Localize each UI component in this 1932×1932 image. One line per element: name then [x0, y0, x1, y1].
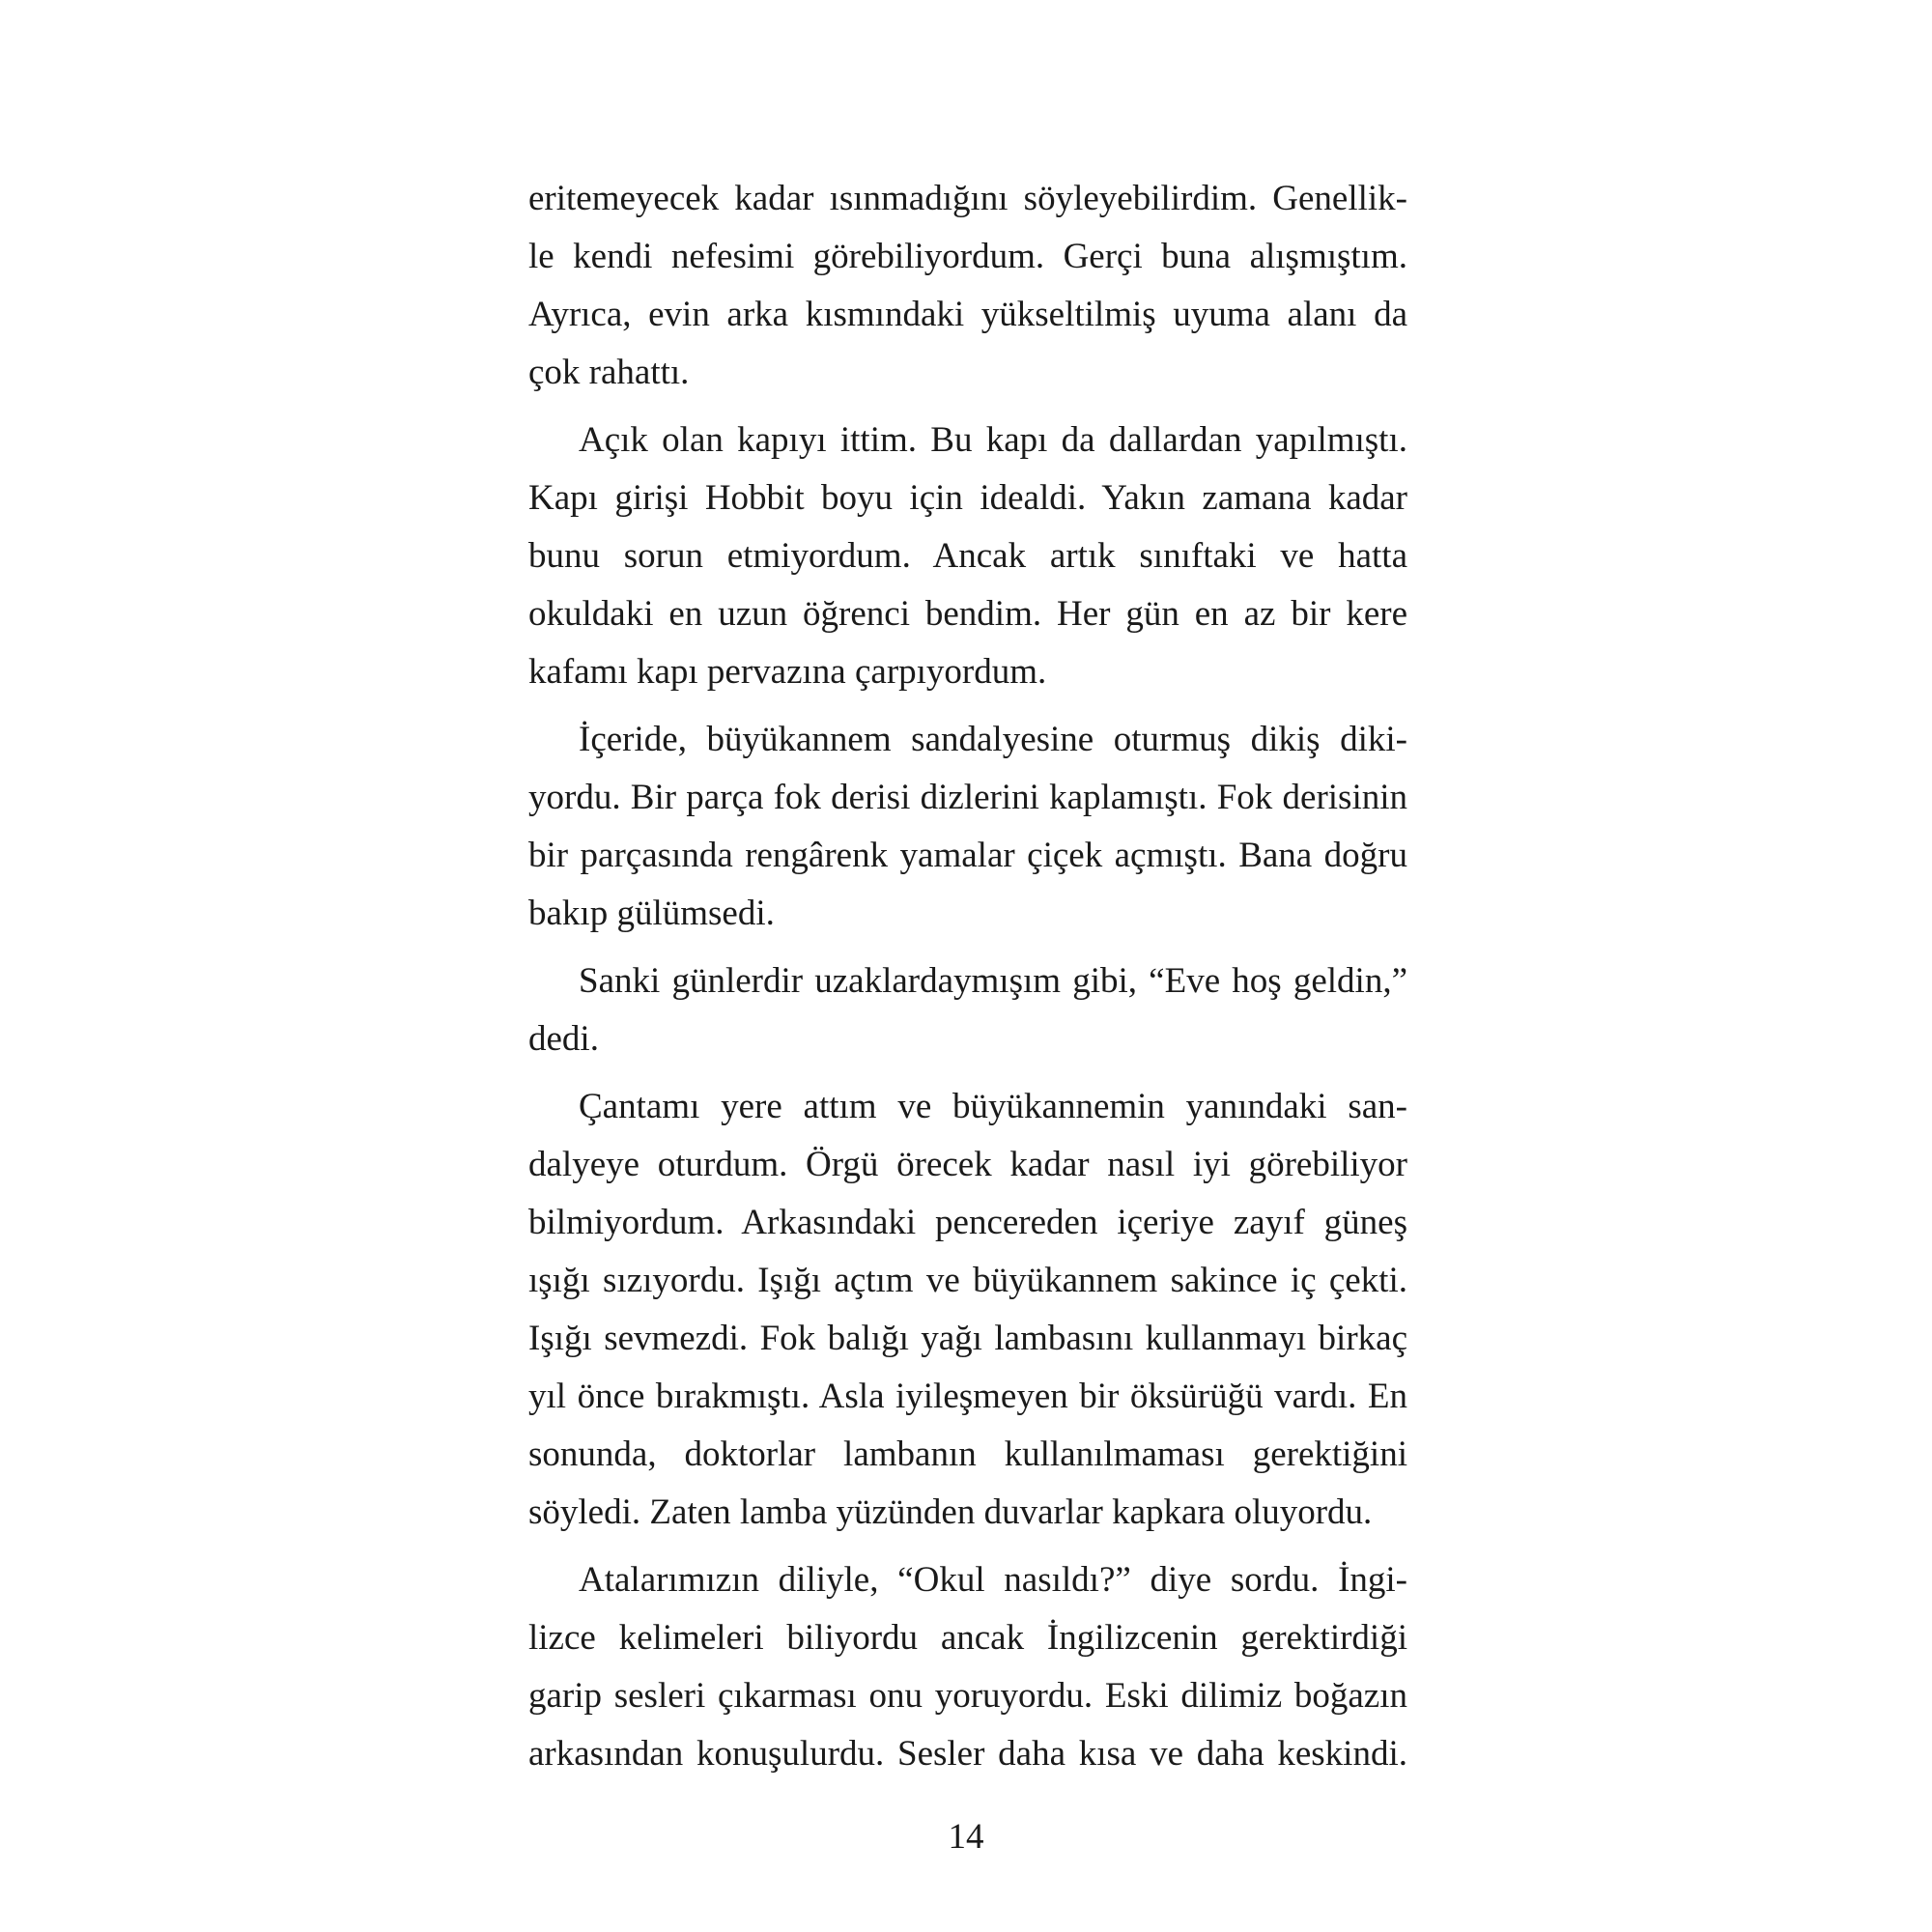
text-line: çok rahattı.: [528, 353, 690, 392]
text-line: Kapı girişi Hobbit boyu için idealdi. Yakın zamana kadar: [528, 478, 1407, 518]
paragraph-5: [528, 1078, 1407, 1542]
text-line: Sanki günlerdir uzaklardaymışım gibi, “Eve hoş geldin,”: [579, 961, 1407, 1001]
text-line: söyledi. Zaten lamba yüzünden duvarlar kapkara oluyordu.: [528, 1492, 1373, 1532]
paragraph-4: [528, 952, 1407, 1068]
text-line: bunu sorun etmiyordum. Ancak artık sınıftaki ve hatta: [528, 536, 1407, 576]
text-line: Atalarımızın diliyle, “Okul nasıldı?” diye sordu. İngi-: [579, 1560, 1407, 1600]
text-line: ışığı sızıyordu. Işığı açtım ve büyükannem sakince iç çekti.: [528, 1261, 1407, 1300]
text-line: dedi.: [528, 1019, 599, 1059]
text-line: kafamı kapı pervazına çarpıyordum.: [528, 652, 1047, 692]
text-line: okuldaki en uzun öğrenci bendim. Her gün en az bir kere: [528, 594, 1407, 634]
text-line: Işığı sevmezdi. Fok balığı yağı lambasını kullanmayı birkaç: [528, 1319, 1407, 1358]
paragraph-1: [528, 170, 1407, 402]
text-line: bakıp gülümsedi.: [528, 894, 775, 933]
text-line: eritemeyecek kadar ısınmadığını söyleyebilirdim. Genellik-: [528, 179, 1407, 218]
text-line: yordu. Bir parça fok derisi dizlerini kaplamıştı. Fok derisinin: [528, 778, 1407, 817]
text-line: sonunda, doktorlar lambanın kullanılmaması gerektiğini: [528, 1435, 1407, 1474]
paragraph-2: [528, 412, 1407, 701]
text-line: Çantamı yere attım ve büyükannemin yanındaki san-: [579, 1087, 1407, 1126]
text-line: bilmiyordum. Arkasındaki pencereden içeriye zayıf güneş: [528, 1203, 1407, 1242]
paragraph-6: [528, 1551, 1407, 1783]
body-text: [528, 170, 1407, 1793]
paragraph-3: [528, 711, 1407, 943]
text-line: bir parçasında rengârenk yamalar çiçek açmıştı. Bana doğru: [528, 836, 1407, 875]
text-line: garip sesleri çıkarması onu yoruyordu. Eski dilimiz boğazın: [528, 1676, 1407, 1716]
page-number: 14: [948, 1817, 984, 1857]
text-line: le kendi nefesimi görebiliyordum. Gerçi buna alışmıştım.: [528, 237, 1407, 276]
text-line: Açık olan kapıyı ittim. Bu kapı da dallardan yapılmıştı.: [579, 420, 1407, 460]
text-line: yıl önce bırakmıştı. Asla iyileşmeyen bir öksürüğü vardı. En: [528, 1377, 1407, 1416]
text-line: İçeride, büyükannem sandalyesine oturmuş dikiş diki-: [579, 720, 1407, 759]
text-line: dalyeye oturdum. Örgü örecek kadar nasıl iyi görebiliyor: [528, 1145, 1407, 1184]
text-line: arkasından konuşulurdu. Sesler daha kısa ve daha keskindi.: [528, 1734, 1407, 1774]
text-line: lizce kelimeleri biliyordu ancak İngilizcenin gerektirdiği: [528, 1618, 1407, 1658]
text-line: Ayrıca, evin arka kısmındaki yükseltilmiş uyuma alanı da: [528, 295, 1407, 334]
